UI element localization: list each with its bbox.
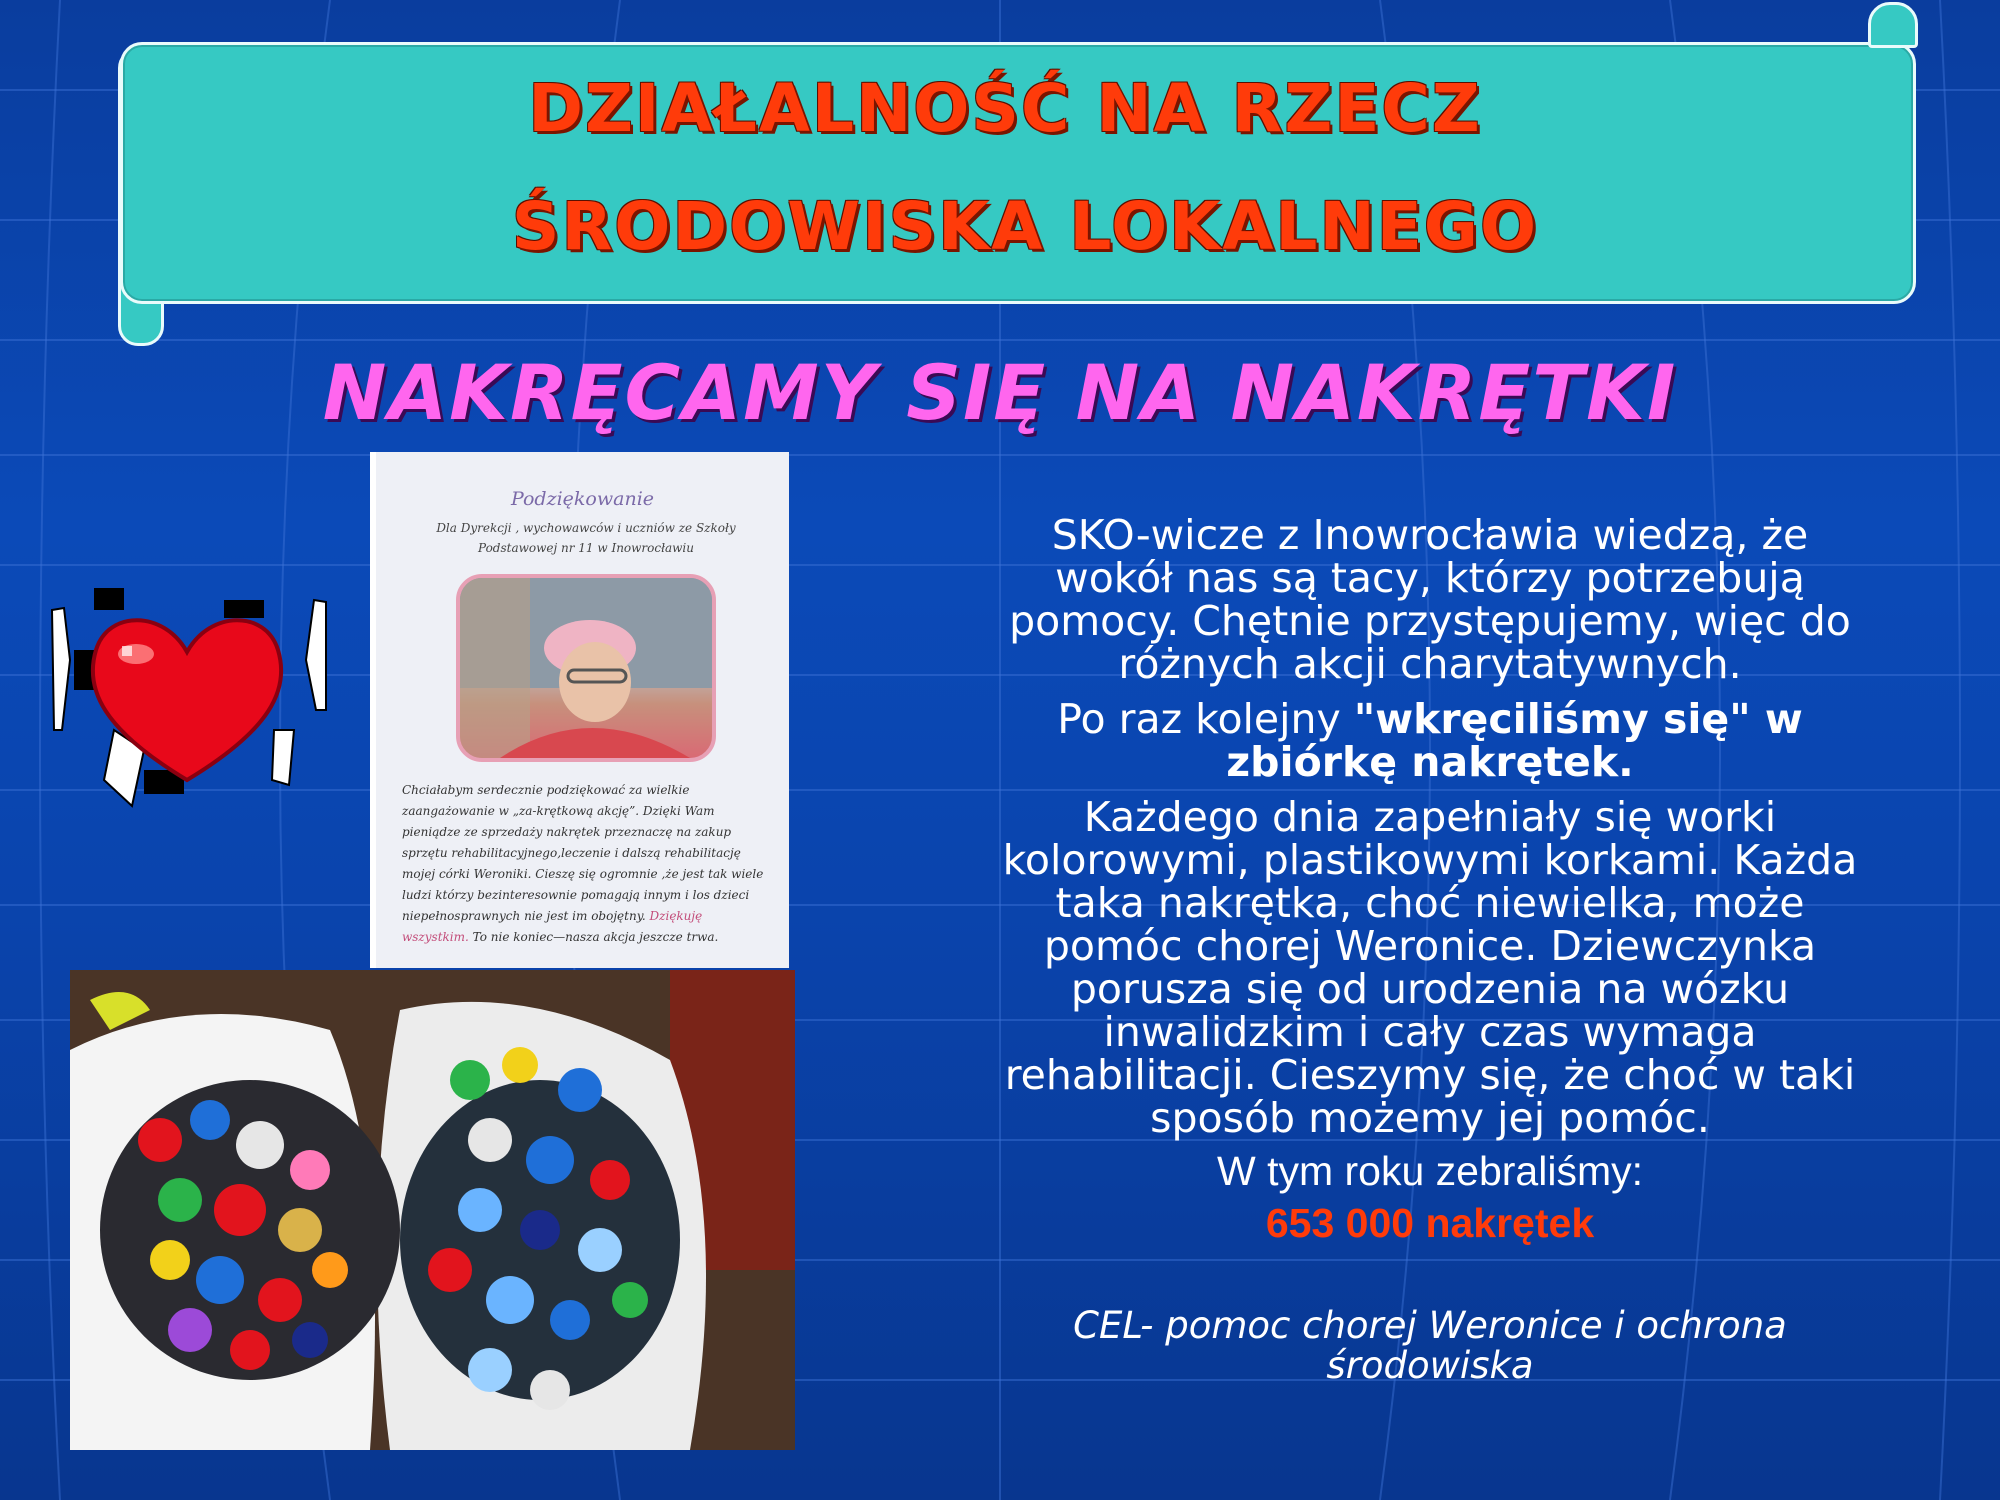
goal-text: CEL- pomoc chorej Weronice i ochrona środowiska <box>1073 1304 1787 1387</box>
letter-address: Dla Dyrekcji , wychowawców i uczniów ze Szkoły Podstawowej nr 11 w Inowrocławiu <box>436 521 736 555</box>
banner-title-line2: ŚRODOWISKA LOKALNEGO <box>511 188 1539 265</box>
letter-body: Chciałabym serdecznie podziękować za wielkie zaangażowanie w „za-krętkową akcję”. Dzięki Wam pieniądze ze sprzedaży nakrętek przeznaczę na zakup sprzętu rehabilitacyjnego,leczenie i dalszą rehabilitację mojej córki Weroniki. Cieszę się ogromnie ,że jest tak wiele ludzi którzy bezinteresownie pomagają innym i los dzieci niepełnosprawnych nie jest im obojętny. <box>402 783 764 923</box>
thank-you-letter-image <box>370 452 789 968</box>
slide-subtitle: NAKRĘCAMY SIĘ NA NAKRĘTKI <box>322 348 1678 437</box>
description-text <box>990 511 1870 1152</box>
letter-body-text <box>402 780 767 948</box>
paragraph-collection-prefix: Po raz kolejny <box>1057 695 1354 743</box>
collected-count: 653 000 nakrętek <box>1265 1200 1595 1246</box>
letter-closing: To nie koniec—nasza akcja jeszcze trwa. <box>472 930 719 944</box>
banner-title-line1: DZIAŁALNOŚĆ NA RZECZ <box>528 70 1482 147</box>
collected-label: W tym roku zebraliśmy: <box>1217 1148 1643 1194</box>
paragraph-weronika: Każdego dnia zapełniały się worki kolorowymi, plastikowymi korkami. Każda taka nakrętka, choć niewielka, może pomóc chorej Weronice. Dziewczynka porusza się od urodzenia na wózku inwalidzkim i cały czas wymaga rehabilitacji. Cieszymy się, że choć w taki sposób możemy jej pomóc. <box>1002 793 1858 1142</box>
scroll-right-curl <box>1868 2 1918 48</box>
paragraph-collection <box>990 695 1870 786</box>
girl-photo <box>456 574 716 762</box>
bottle-caps-photo <box>70 970 795 1450</box>
paragraph-intro: SKO-wicze z Inowrocławia wiedzą, że wokół nas są tacy, którzy potrzebują pomocy. Chętnie przystępujemy, więc do różnych akcji charytatywnych. <box>1009 511 1851 688</box>
heart-icon <box>44 580 330 810</box>
paragraph-collection-bold: "wkręciliśmy się" w zbiórkę nakrętek. <box>1226 695 1803 786</box>
letter-heading: Podziękowanie <box>510 488 655 510</box>
letter-thanks: Dziękuję wszystkim. <box>402 909 703 944</box>
